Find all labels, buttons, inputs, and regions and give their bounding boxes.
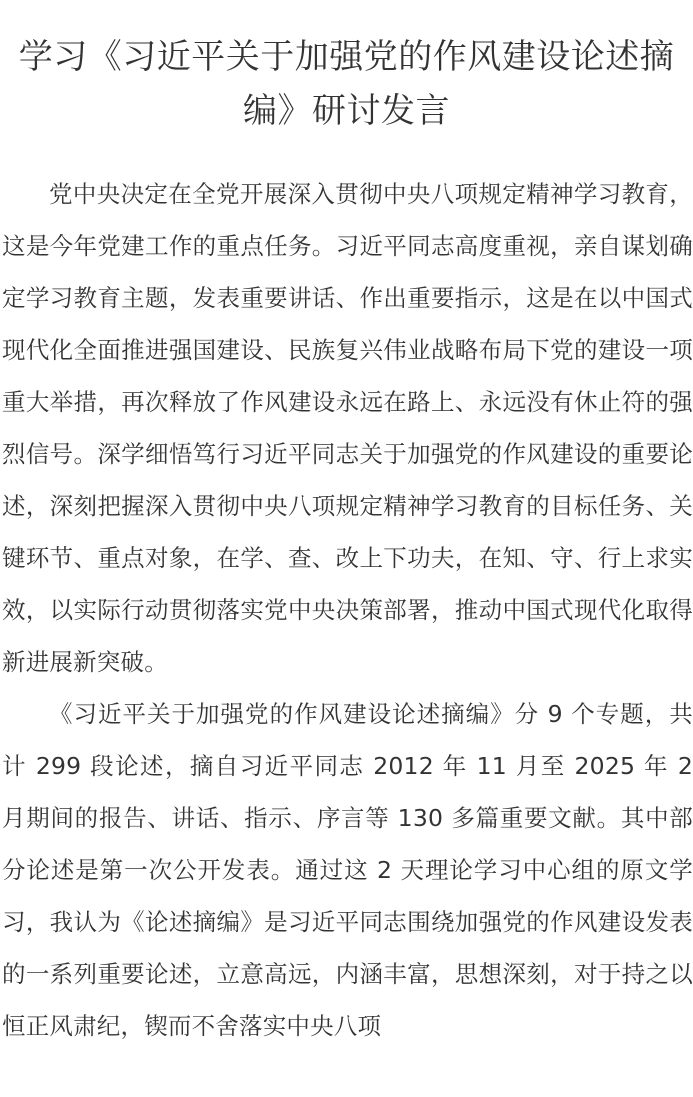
document-body: [0, 168, 693, 1052]
paragraph-1: 党中央决定在全党开展深入贯彻中央八项规定精神学习教育，这是今年党建工作的重点任务。习近平同志高度重视，亲自谋划确定学习教育主题，发表重要讲话、作出重要指示，这是在以中国式现代化全面推进强国建设、民族复兴伟业战略布局下党的建设一项重大举措，再次释放了作风建设永远在路上、永远没有休止符的强烈信号。深学细悟笃行习近平同志关于加强党的作风建设的重要论述，深刻把握深入贯彻中央八项规定精神学习教育的目标任务、关键环节、重点对象，在学、查、改上下功夫，在知、守、行上求实效，以实际行动贯彻落实党中央决策部署，推动中国式现代化取得新进展新突破。: [2, 180, 693, 676]
document-title: 学习《习近平关于加强党的作风建设论述摘编》研讨发言: [18, 37, 675, 131]
paragraph-2: 《习近平关于加强党的作风建设论述摘编》分 9 个专题，共计 299 段论述，摘自习近平同志 2012 年 11 月至 2025 年 2 月期间的报告、讲话、指示、序言等 130 多篇重要文献。其中部分论述是第一次公开发表。通过这 2 天理论学习中心组的原文学习，我认为《论述摘编》是习近平同志围绕加强党的作风建设发表的一系列重要论述，立意高远，内涵丰富，思想深刻，对于持之以恒正风肃纪，锲而不舍落实中央八项: [2, 700, 693, 1040]
